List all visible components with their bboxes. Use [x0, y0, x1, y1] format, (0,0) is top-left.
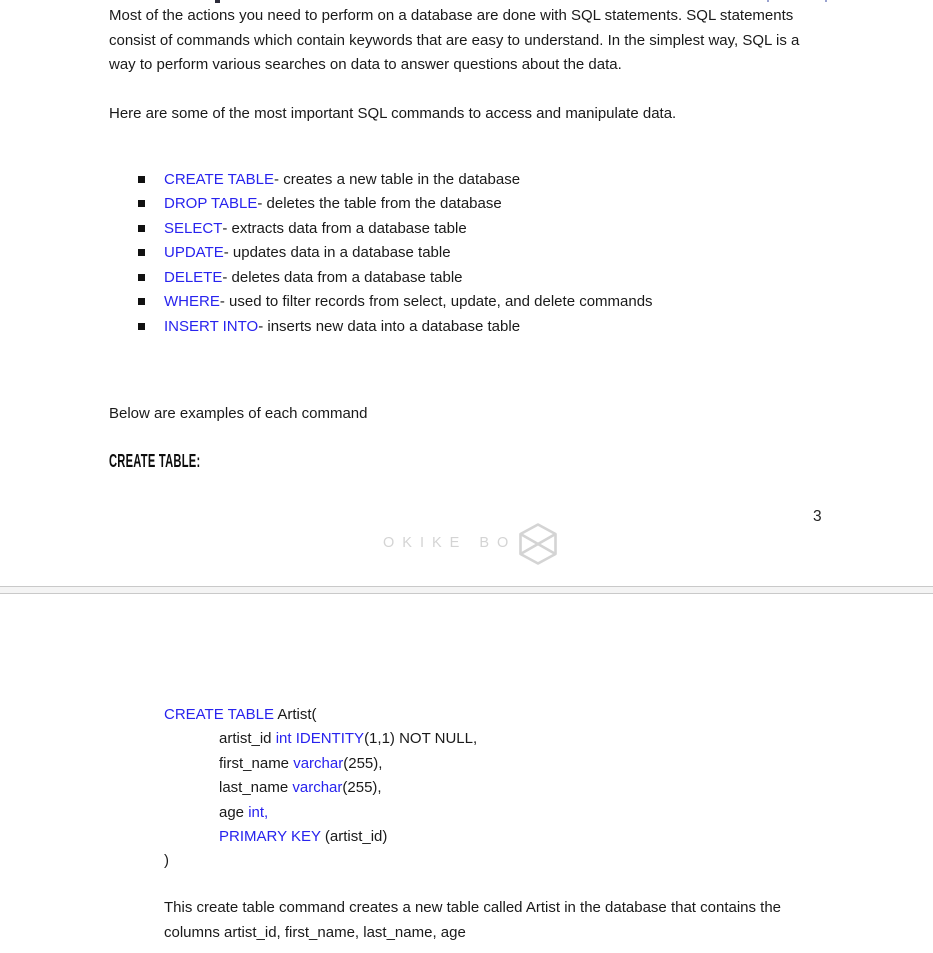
command-description: - inserts new data into a database table [258, 317, 521, 335]
clipped-text-artifact [215, 0, 220, 3]
clipped-text-artifact [825, 0, 827, 2]
code-line [164, 703, 477, 727]
page-number: 3 [813, 508, 822, 525]
command-description: - extracts data from a database table [222, 219, 467, 237]
intro-paragraph: Most of the actions you need to perform on a database are done with SQL statements. SQL statements consist of commands which contain keywords that are easy to understand. In the simplest way, SQL is a way to perform various searches on data to answer questions about the data. [109, 7, 800, 73]
sql-keyword: varchar [293, 754, 344, 772]
command-link-delete[interactable]: DELETE [164, 268, 223, 286]
command-description: - creates a new table in the database [274, 170, 521, 188]
sql-keyword: int IDENTITY [275, 730, 365, 748]
sql-keyword: int, [248, 803, 269, 821]
square-bullet-icon [138, 323, 145, 330]
square-bullet-icon [138, 225, 145, 232]
commands-intro-paragraph: Here are some of the most important SQL commands to access and manipulate data. [109, 105, 677, 122]
code-line [164, 752, 477, 776]
square-bullet-icon [138, 200, 145, 207]
square-bullet-icon [138, 249, 145, 256]
command-description: - deletes the table from the database [257, 195, 502, 213]
command-link-insert-into[interactable]: INSERT INTO [164, 317, 259, 335]
list-item [138, 265, 653, 290]
watermark-brand-text: OKIKE BO [383, 535, 517, 551]
code-text: first_name [219, 754, 294, 772]
sql-keyword: varchar [292, 779, 343, 797]
command-link-update[interactable]: UPDATE [164, 244, 224, 262]
code-text: Artist( [274, 706, 317, 723]
command-link-drop-table[interactable]: DROP TABLE [164, 195, 258, 213]
code-text: (1,1) NOT NULL, [364, 730, 478, 748]
code-explanation-paragraph: This create table command creates a new table called Artist in the database that contains the columns artist_id, first_name, last_name, age [164, 899, 782, 941]
list-item [138, 314, 653, 339]
sql-keyword: CREATE TABLE [164, 706, 275, 723]
code-text: (255), [342, 779, 382, 797]
code-text: last_name [219, 779, 293, 797]
create-table-section-heading: CREATE TABLE: [109, 451, 201, 471]
code-text: artist_id [219, 730, 276, 748]
hexagon-box-logo-icon [519, 523, 557, 565]
command-link-create-table[interactable]: CREATE TABLE [164, 170, 275, 188]
sql-keyword: PRIMARY KEY [219, 828, 321, 846]
code-line [164, 801, 477, 825]
code-text: ) [164, 852, 169, 870]
code-line [164, 849, 477, 873]
examples-intro-paragraph: Below are examples of each command [109, 405, 368, 422]
page-break-divider [0, 586, 933, 594]
list-item [138, 167, 653, 192]
command-description: - used to filter records from select, update, and delete commands [219, 293, 653, 311]
list-item [138, 290, 653, 315]
code-line [164, 727, 477, 751]
sql-code-block [164, 703, 477, 874]
square-bullet-icon [138, 274, 145, 281]
command-description: - updates data in a database table [223, 244, 451, 262]
list-item [138, 216, 653, 241]
code-text: (artist_id) [320, 828, 388, 846]
code-text: age [219, 803, 249, 821]
command-description: - deletes data from a database table [222, 268, 463, 286]
sql-commands-list [138, 167, 653, 339]
list-item [138, 241, 653, 266]
list-item [138, 192, 653, 217]
command-link-select[interactable]: SELECT [164, 219, 223, 237]
code-line [164, 825, 477, 849]
square-bullet-icon [138, 298, 145, 305]
square-bullet-icon [138, 176, 145, 183]
command-link-where[interactable]: WHERE [164, 293, 220, 311]
code-line [164, 776, 477, 800]
clipped-text-artifact [767, 0, 769, 2]
code-text: (255), [343, 754, 383, 772]
